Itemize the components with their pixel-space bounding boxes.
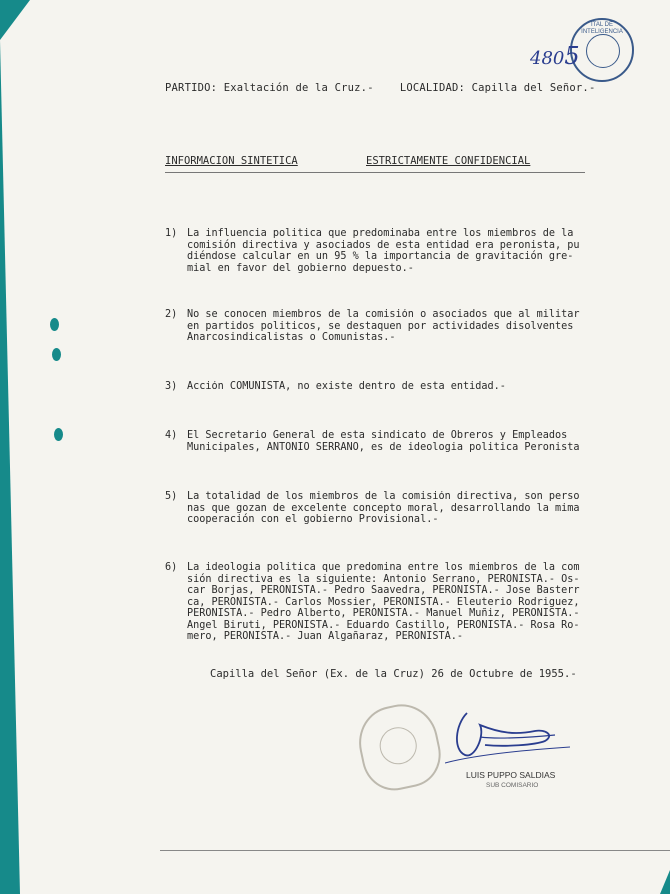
paragraph-6 (165, 562, 670, 643)
partido-label: PARTIDO: (165, 82, 218, 94)
title-informacion-sintetica: INFORMACION SINTETICA (165, 155, 298, 167)
paragraph-line: car Borjas, PERONISTA.- Pedro Saavedra, PERONISTA.- Jose Basterr (187, 585, 580, 596)
paragraph-5 (165, 491, 670, 526)
paragraph-line: ca, PERONISTA.- Carlos Mossier, PERONISTA.- Eleuterio Rodriguez, (187, 596, 580, 608)
paragraph-line: comisión directiva y asociados de esta entidad era peronista, pu (187, 239, 580, 251)
paragraph-line: mial en favor del gobierno depuesto.- (187, 262, 414, 274)
paragraph-line: Anarcosindicalistas o Comunistas.- (187, 332, 396, 343)
paragraph-line: en partidos politicos, se destaquen por actividades disolventes (187, 320, 574, 332)
paragraph-line: diéndose calcular en un 95 % la importancia de gravitación gre- (187, 251, 574, 262)
handwritten-number: 5 (564, 42, 580, 70)
header-line (165, 82, 595, 94)
closing-place-date: Capilla del Señor (Ex. de la Cruz) 26 de Octubre de 1955.- (210, 668, 577, 680)
paragraph-line: El Secretario General de esta sindicato de Obreros y Empleados (187, 430, 568, 441)
paragraph-4 (165, 430, 670, 453)
paragraph-line: nas que gozan de excelente concepto moral, desarrollando la mima (187, 502, 580, 514)
signature-icon (445, 705, 575, 765)
localidad-label: LOCALIDAD: (399, 82, 466, 94)
paragraph-3 (165, 381, 670, 393)
paragraph-1 (165, 228, 670, 274)
paragraph-number: 3) (165, 381, 178, 392)
punch-hole-icon (50, 318, 59, 331)
handwritten-file-number (530, 42, 580, 70)
title-rule (165, 172, 585, 173)
paragraph-line: Angel Biruti, PERONISTA.- Eduardo Castillo, PERONISTA.- Rosa Ro- (187, 619, 580, 631)
paragraph-number: 6) (165, 562, 178, 573)
paragraph-line: La totalidad de los miembros de la comisión directiva, son perso (187, 491, 580, 502)
paragraph-line: La influencia politica que predominaba entre los miembros de la (187, 228, 574, 239)
paragraph-number: 5) (165, 491, 178, 502)
stamp-inner-ring (586, 34, 620, 68)
seal-inner-ring (376, 724, 420, 768)
paragraph-line: Municipales, ANTONIO SERRANO, es de ideologia politica Peronista (187, 441, 580, 453)
paragraph-line: cooperación con el gobierno Provisional.- (187, 514, 439, 525)
stamp-text: ITAL DE INTELIGENCIA (581, 22, 623, 35)
signatory-name: LUIS PUPPO SALDIAS (466, 770, 556, 780)
paragraph-line: Acción COMUNISTA, no existe dentro de esta entidad.- (187, 381, 506, 392)
title-estrictamente-confidencial: ESTRICTAMENTE CONFIDENCIAL (366, 155, 531, 167)
partido-value: Exaltación de la Cruz.- (223, 82, 374, 94)
paragraph-line: La ideologia politica que predomina entre los miembros de la com (187, 562, 580, 573)
signatory-title: SUB COMISARIO (486, 782, 539, 789)
paragraph-number: 2) (165, 309, 178, 320)
bottom-rule (160, 850, 670, 851)
paragraph-number: 1) (165, 228, 178, 239)
paragraph-number: 4) (165, 430, 178, 441)
paragraph-line: mero, PERONISTA.- Juan Algañaraz, PERONISTA.- (187, 631, 464, 642)
paragraph-line: No se conocen miembros de la comisión o asociados que al militar (187, 309, 580, 320)
paragraph-line: PERONISTA.- Pedro Alberto, PERONISTA.- Manuel Muñiz, PERONISTA.- (187, 608, 580, 619)
handwritten-prefix: 480 (530, 48, 565, 69)
localidad-value: Capilla del Señor.- (471, 82, 596, 94)
punch-hole-icon (54, 428, 63, 441)
paragraph-line: sión directiva es la siguiente: Antonio Serrano, PERONISTA.- Os- (187, 573, 580, 585)
paragraph-2 (165, 309, 670, 344)
punch-hole-icon (52, 348, 61, 361)
